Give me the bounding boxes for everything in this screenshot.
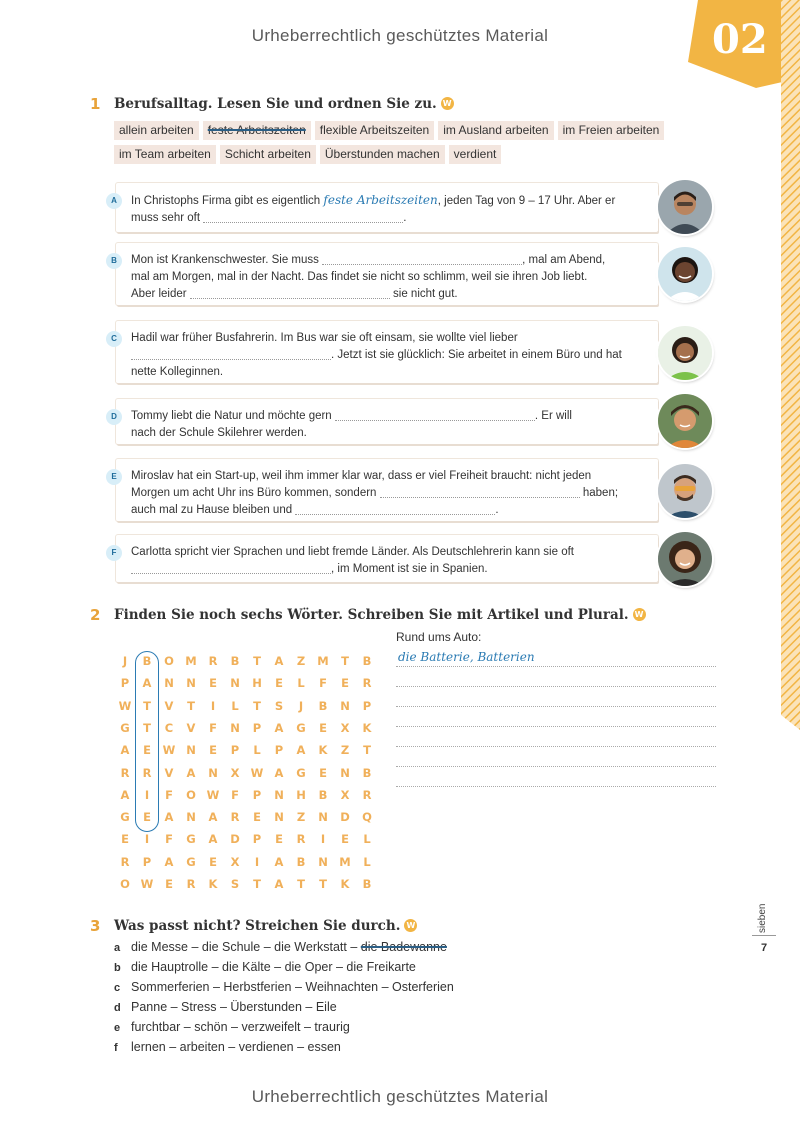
grid-letter[interactable]: I: [144, 787, 150, 802]
grid-letter[interactable]: N: [318, 854, 328, 869]
grid-letter[interactable]: G: [120, 810, 130, 825]
grid-letter[interactable]: R: [142, 765, 152, 780]
word-chip: im Team arbeiten: [114, 145, 216, 164]
grid-letter[interactable]: P: [142, 854, 152, 869]
grid-letter[interactable]: X: [340, 787, 350, 802]
grid-letter[interactable]: E: [253, 810, 261, 825]
ex3-row: c Sommerferien – Herbstferien – Weihnachten – Osterferien: [114, 980, 454, 994]
grid-letter[interactable]: T: [253, 654, 261, 668]
grid-letter[interactable]: F: [165, 832, 173, 847]
grid-letter[interactable]: E: [319, 765, 327, 780]
grid-letter[interactable]: N: [274, 787, 284, 802]
card-f-text: Carlotta spricht vier Sprachen und liebt fremde Länder. Als Deutschlehrerin kann sie oft , im Moment ist sie in Spanien.: [131, 546, 574, 575]
grid-letter[interactable]: O: [186, 787, 196, 802]
side-stripe: [781, 0, 800, 730]
grid-letter[interactable]: A: [120, 787, 130, 802]
grid-letter[interactable]: E: [341, 676, 349, 691]
grid-letter[interactable]: V: [186, 720, 196, 735]
grid-letter[interactable]: A: [274, 877, 284, 891]
w-badge-icon: W: [404, 919, 417, 932]
gap-input[interactable]: [322, 252, 522, 265]
grid-letter[interactable]: A: [164, 810, 174, 825]
word-chip: im Ausland arbeiten: [438, 121, 553, 140]
grid-letter[interactable]: W: [206, 787, 220, 802]
grid-letter[interactable]: N: [186, 743, 196, 758]
grid-letter[interactable]: A: [120, 743, 130, 758]
page-number: 7: [760, 942, 768, 954]
grid-letter[interactable]: H: [252, 676, 262, 691]
grid-letter[interactable]: D: [230, 832, 240, 847]
grid-letter[interactable]: L: [363, 832, 371, 847]
grid-letter[interactable]: F: [319, 676, 327, 691]
grid-letter[interactable]: E: [275, 676, 283, 691]
grid-letter[interactable]: A: [296, 743, 306, 758]
grid-letter[interactable]: T: [319, 877, 327, 891]
grid-letter[interactable]: Z: [340, 743, 350, 758]
grid-letter[interactable]: Z: [296, 654, 306, 668]
grid-letter[interactable]: W: [140, 877, 154, 891]
card-d-text: Tommy liebt die Natur und möchte gern . Er will nach der Schule Skilehrer werden.: [131, 410, 572, 439]
card-f-label: F: [106, 545, 122, 561]
grid-letter[interactable]: E: [209, 676, 217, 691]
grid-letter[interactable]: T: [341, 654, 349, 668]
avatar-christoph: [658, 180, 712, 234]
ex1-number: 1: [90, 95, 101, 113]
avatar-hadil: [658, 326, 712, 380]
grid-letter[interactable]: B: [362, 877, 372, 891]
auto-label: Rund ums Auto:: [396, 630, 482, 644]
grid-letter[interactable]: G: [120, 720, 130, 735]
card-a: [111, 183, 658, 232]
answer-line[interactable]: [396, 786, 716, 787]
grid-letter[interactable]: X: [230, 765, 240, 780]
grid-letter[interactable]: B: [230, 654, 240, 668]
grid-letter[interactable]: N: [164, 676, 174, 691]
grid-letter[interactable]: I: [210, 698, 216, 713]
grid-letter[interactable]: R: [296, 832, 306, 847]
grid-letter[interactable]: P: [252, 832, 262, 847]
grid-letter[interactable]: H: [296, 787, 306, 802]
word-chip: im Freien arbeiten: [558, 121, 665, 140]
grid-letter[interactable]: A: [186, 765, 196, 780]
card-f: [111, 535, 658, 582]
ex3-row: b die Hauptrolle – die Kälte – die Oper – die Freikarte: [114, 960, 416, 974]
grid-letter[interactable]: N: [318, 810, 328, 825]
grid-letter[interactable]: R: [362, 676, 372, 691]
grid-letter[interactable]: P: [252, 787, 262, 802]
card-a-text: In Christophs Firma gibt es eigentlich feste Arbeitszeiten, jeden Tag von 9 – 17 Uhr. Aber er muss sehr oft .: [131, 193, 616, 224]
grid-letter[interactable]: S: [230, 877, 240, 891]
grid-letter[interactable]: N: [274, 810, 284, 825]
grid-letter[interactable]: B: [362, 765, 372, 780]
grid-letter[interactable]: T: [363, 743, 371, 758]
word-chip: flexible Arbeitszeiten: [315, 121, 434, 140]
grid-letter[interactable]: N: [230, 676, 240, 691]
grid-letter[interactable]: P: [252, 720, 262, 735]
ex2-title: Finden Sie noch sechs Wörter. Schreiben Sie mit Artikel und Plural. W: [114, 607, 646, 623]
grid-letter[interactable]: A: [208, 832, 218, 847]
w-badge-icon: W: [633, 608, 646, 621]
card-c-text: Hadil war früher Busfahrerin. Im Bus war sie oft einsam, sie wollte viel lieber . Jetzt ist sie glücklich: Sie arbeitet in einem Büro und hat nette Kolleginnen.: [131, 332, 622, 378]
ex1-title: Berufsalltag. Lesen Sie und ordnen Sie zu. W: [114, 96, 454, 112]
answer-line[interactable]: [396, 686, 716, 687]
avatar-miroslav: [658, 464, 712, 518]
gap-input[interactable]: [190, 286, 390, 299]
grid-letter[interactable]: M: [317, 654, 329, 668]
grid-letter[interactable]: R: [230, 810, 240, 825]
gap-input[interactable]: [380, 485, 580, 498]
avatar-mon: [658, 247, 712, 301]
grid-letter[interactable]: E: [275, 832, 283, 847]
card-e-label: E: [106, 469, 122, 485]
w-badge-icon: W: [441, 97, 454, 110]
grid-letter[interactable]: K: [340, 877, 350, 891]
grid-letter[interactable]: S: [274, 698, 284, 713]
grid-letter[interactable]: J: [122, 654, 128, 668]
grid-letter[interactable]: L: [363, 854, 371, 869]
ex3-row: e furchtbar – schön – verzweifelt – traurig: [114, 1020, 350, 1034]
card-b: [111, 243, 658, 305]
gap-input[interactable]: [131, 561, 331, 574]
word-chip: Schicht arbeiten: [220, 145, 316, 164]
card-d-label: D: [106, 409, 122, 425]
grid-letter[interactable]: I: [254, 854, 260, 869]
grid-letter[interactable]: F: [231, 787, 239, 802]
card-c-label: C: [106, 331, 122, 347]
grid-letter[interactable]: P: [230, 743, 240, 758]
grid-letter[interactable]: A: [274, 720, 284, 735]
grid-letter[interactable]: T: [253, 698, 261, 713]
grid-letter[interactable]: X: [230, 854, 240, 869]
grid-letter[interactable]: E: [209, 743, 217, 758]
grid-letter[interactable]: A: [274, 654, 284, 668]
grid-letter[interactable]: Z: [296, 810, 306, 825]
card-b-text: Mon ist Krankenschwester. Sie muss , mal am Abend, mal am Morgen, mal in der Nacht. Das findet sie nicht so schlimm, weil sie ihren Job liebt. Aber leider sie nicht gut.: [131, 254, 606, 300]
grid-letter[interactable]: G: [296, 720, 306, 735]
grid-letter[interactable]: R: [120, 854, 130, 869]
watermark-bottom: Urheberrechtlich geschütztes Material: [251, 1087, 549, 1106]
grid-letter[interactable]: A: [274, 765, 284, 780]
grid-letter[interactable]: N: [186, 810, 196, 825]
grid-letter[interactable]: P: [362, 698, 372, 713]
grid-letter[interactable]: T: [143, 720, 151, 735]
grid-letter[interactable]: A: [274, 854, 284, 869]
ex3-row: a die Messe – die Schule – die Werkstatt – die Badewanne: [114, 940, 447, 954]
grid-letter[interactable]: A: [142, 676, 152, 691]
grid-letter[interactable]: O: [164, 654, 174, 668]
grid-letter[interactable]: P: [120, 676, 130, 691]
answer-line[interactable]: [396, 706, 716, 707]
grid-letter[interactable]: N: [208, 765, 218, 780]
grid-letter[interactable]: C: [164, 720, 174, 735]
grid-letter[interactable]: D: [340, 810, 350, 825]
gap-input[interactable]: [131, 347, 331, 360]
gap-input[interactable]: [203, 210, 403, 223]
card-e-text: Miroslav hat ein Start-up, weil ihm immer klar war, dass er viel Freiheit braucht: nicht jeden Morgen um acht Uhr ins Büro kommen, sondern haben; auch mal zu Hause bleiben und .: [131, 470, 619, 516]
grid-letter[interactable]: G: [296, 765, 306, 780]
chapter-number: 02: [712, 16, 768, 63]
grid-letter[interactable]: B: [318, 698, 328, 713]
grid-letter[interactable]: K: [208, 877, 218, 891]
grid-letter[interactable]: E: [143, 810, 151, 825]
grid-letter[interactable]: K: [318, 743, 328, 758]
grid-letter[interactable]: L: [253, 743, 261, 758]
grid-letter[interactable]: I: [144, 832, 150, 847]
card-c: [111, 321, 658, 383]
grid-letter[interactable]: R: [362, 787, 372, 802]
grid-letter[interactable]: L: [297, 676, 305, 691]
grid-letter[interactable]: J: [298, 698, 304, 713]
grid-letter[interactable]: F: [209, 720, 217, 735]
grid-letter[interactable]: N: [186, 676, 196, 691]
ex3-title: Was passt nicht? Streichen Sie durch. W: [114, 918, 417, 934]
grid-letter[interactable]: I: [320, 832, 326, 847]
card-d: [111, 399, 658, 444]
card-a-answer: feste Arbeitszeiten: [323, 193, 438, 207]
card-e: [111, 459, 658, 521]
word-box: [114, 121, 694, 164]
card-a-label: A: [106, 193, 122, 209]
grid-letter[interactable]: T: [253, 877, 261, 891]
avatar-tommy: [658, 394, 712, 448]
word-chip: Überstunden machen: [320, 145, 445, 164]
grid-letter[interactable]: N: [340, 765, 350, 780]
grid-letter[interactable]: M: [185, 654, 197, 668]
grid-letter[interactable]: B: [318, 787, 328, 802]
answer-loop: [135, 651, 159, 832]
page-rule: [752, 935, 776, 936]
ex3-row: f lernen – arbeiten – verdienen – essen: [114, 1040, 341, 1054]
grid-letter[interactable]: A: [208, 810, 218, 825]
grid-letter[interactable]: G: [186, 832, 196, 847]
grid-letter[interactable]: B: [142, 654, 152, 668]
grid-letter[interactable]: E: [341, 832, 349, 847]
answer-line[interactable]: [396, 746, 716, 747]
grid-letter[interactable]: N: [230, 720, 240, 735]
answer-line[interactable]: [396, 666, 716, 667]
word-chip: verdient: [449, 145, 502, 164]
grid-letter[interactable]: W: [162, 743, 176, 758]
grid-letter[interactable]: O: [120, 877, 130, 891]
ex3-list: [114, 940, 454, 1060]
avatar-carlotta: [658, 532, 712, 586]
page-word: sieben: [757, 903, 768, 933]
answer-line[interactable]: [396, 766, 716, 767]
gap-input[interactable]: [295, 502, 495, 515]
grid-letter[interactable]: R: [120, 765, 130, 780]
grid-letter[interactable]: E: [121, 832, 129, 847]
card-b-label: B: [106, 253, 122, 269]
ex3-row: d Panne – Stress – Überstunden – Eile: [114, 1000, 337, 1014]
grid-letter[interactable]: E: [165, 877, 173, 891]
grid-letter[interactable]: G: [186, 854, 196, 869]
grid-letter[interactable]: M: [339, 854, 351, 869]
grid-letter[interactable]: V: [164, 765, 174, 780]
grid-letter[interactable]: W: [250, 765, 264, 780]
grid-letter[interactable]: E: [319, 720, 327, 735]
word-chip: allein arbeiten: [114, 121, 199, 140]
grid-letter[interactable]: R: [208, 654, 218, 668]
ex3-number: 3: [90, 917, 101, 935]
grid-letter[interactable]: A: [164, 854, 174, 869]
gap-input[interactable]: [335, 408, 535, 421]
grid-letter[interactable]: Q: [362, 810, 372, 825]
grid-letter[interactable]: N: [340, 698, 350, 713]
grid-letter[interactable]: R: [186, 877, 196, 891]
grid-letter[interactable]: T: [187, 698, 195, 713]
word-chip-used: feste Arbeitszeiten: [203, 121, 311, 140]
grid-letter[interactable]: E: [143, 743, 151, 758]
grid-letter[interactable]: B: [296, 854, 306, 869]
auto-answer: die Batterie, Batterien: [398, 650, 535, 664]
grid-letter[interactable]: K: [362, 720, 372, 735]
answer-line[interactable]: [396, 726, 716, 727]
grid-letter[interactable]: T: [297, 877, 305, 891]
grid-letter[interactable]: X: [340, 720, 350, 735]
ex2-number: 2: [90, 606, 101, 624]
grid-letter[interactable]: T: [143, 698, 151, 713]
watermark-top: Urheberrechtlich geschütztes Material: [251, 26, 549, 45]
grid-letter[interactable]: B: [362, 654, 372, 668]
page-word-box: [757, 893, 771, 933]
grid-letter[interactable]: F: [165, 787, 173, 802]
grid-letter[interactable]: L: [231, 698, 239, 713]
grid-letter[interactable]: P: [274, 743, 284, 758]
grid-letter[interactable]: W: [118, 698, 132, 713]
grid-letter[interactable]: E: [209, 854, 217, 869]
grid-letter[interactable]: V: [164, 698, 174, 713]
